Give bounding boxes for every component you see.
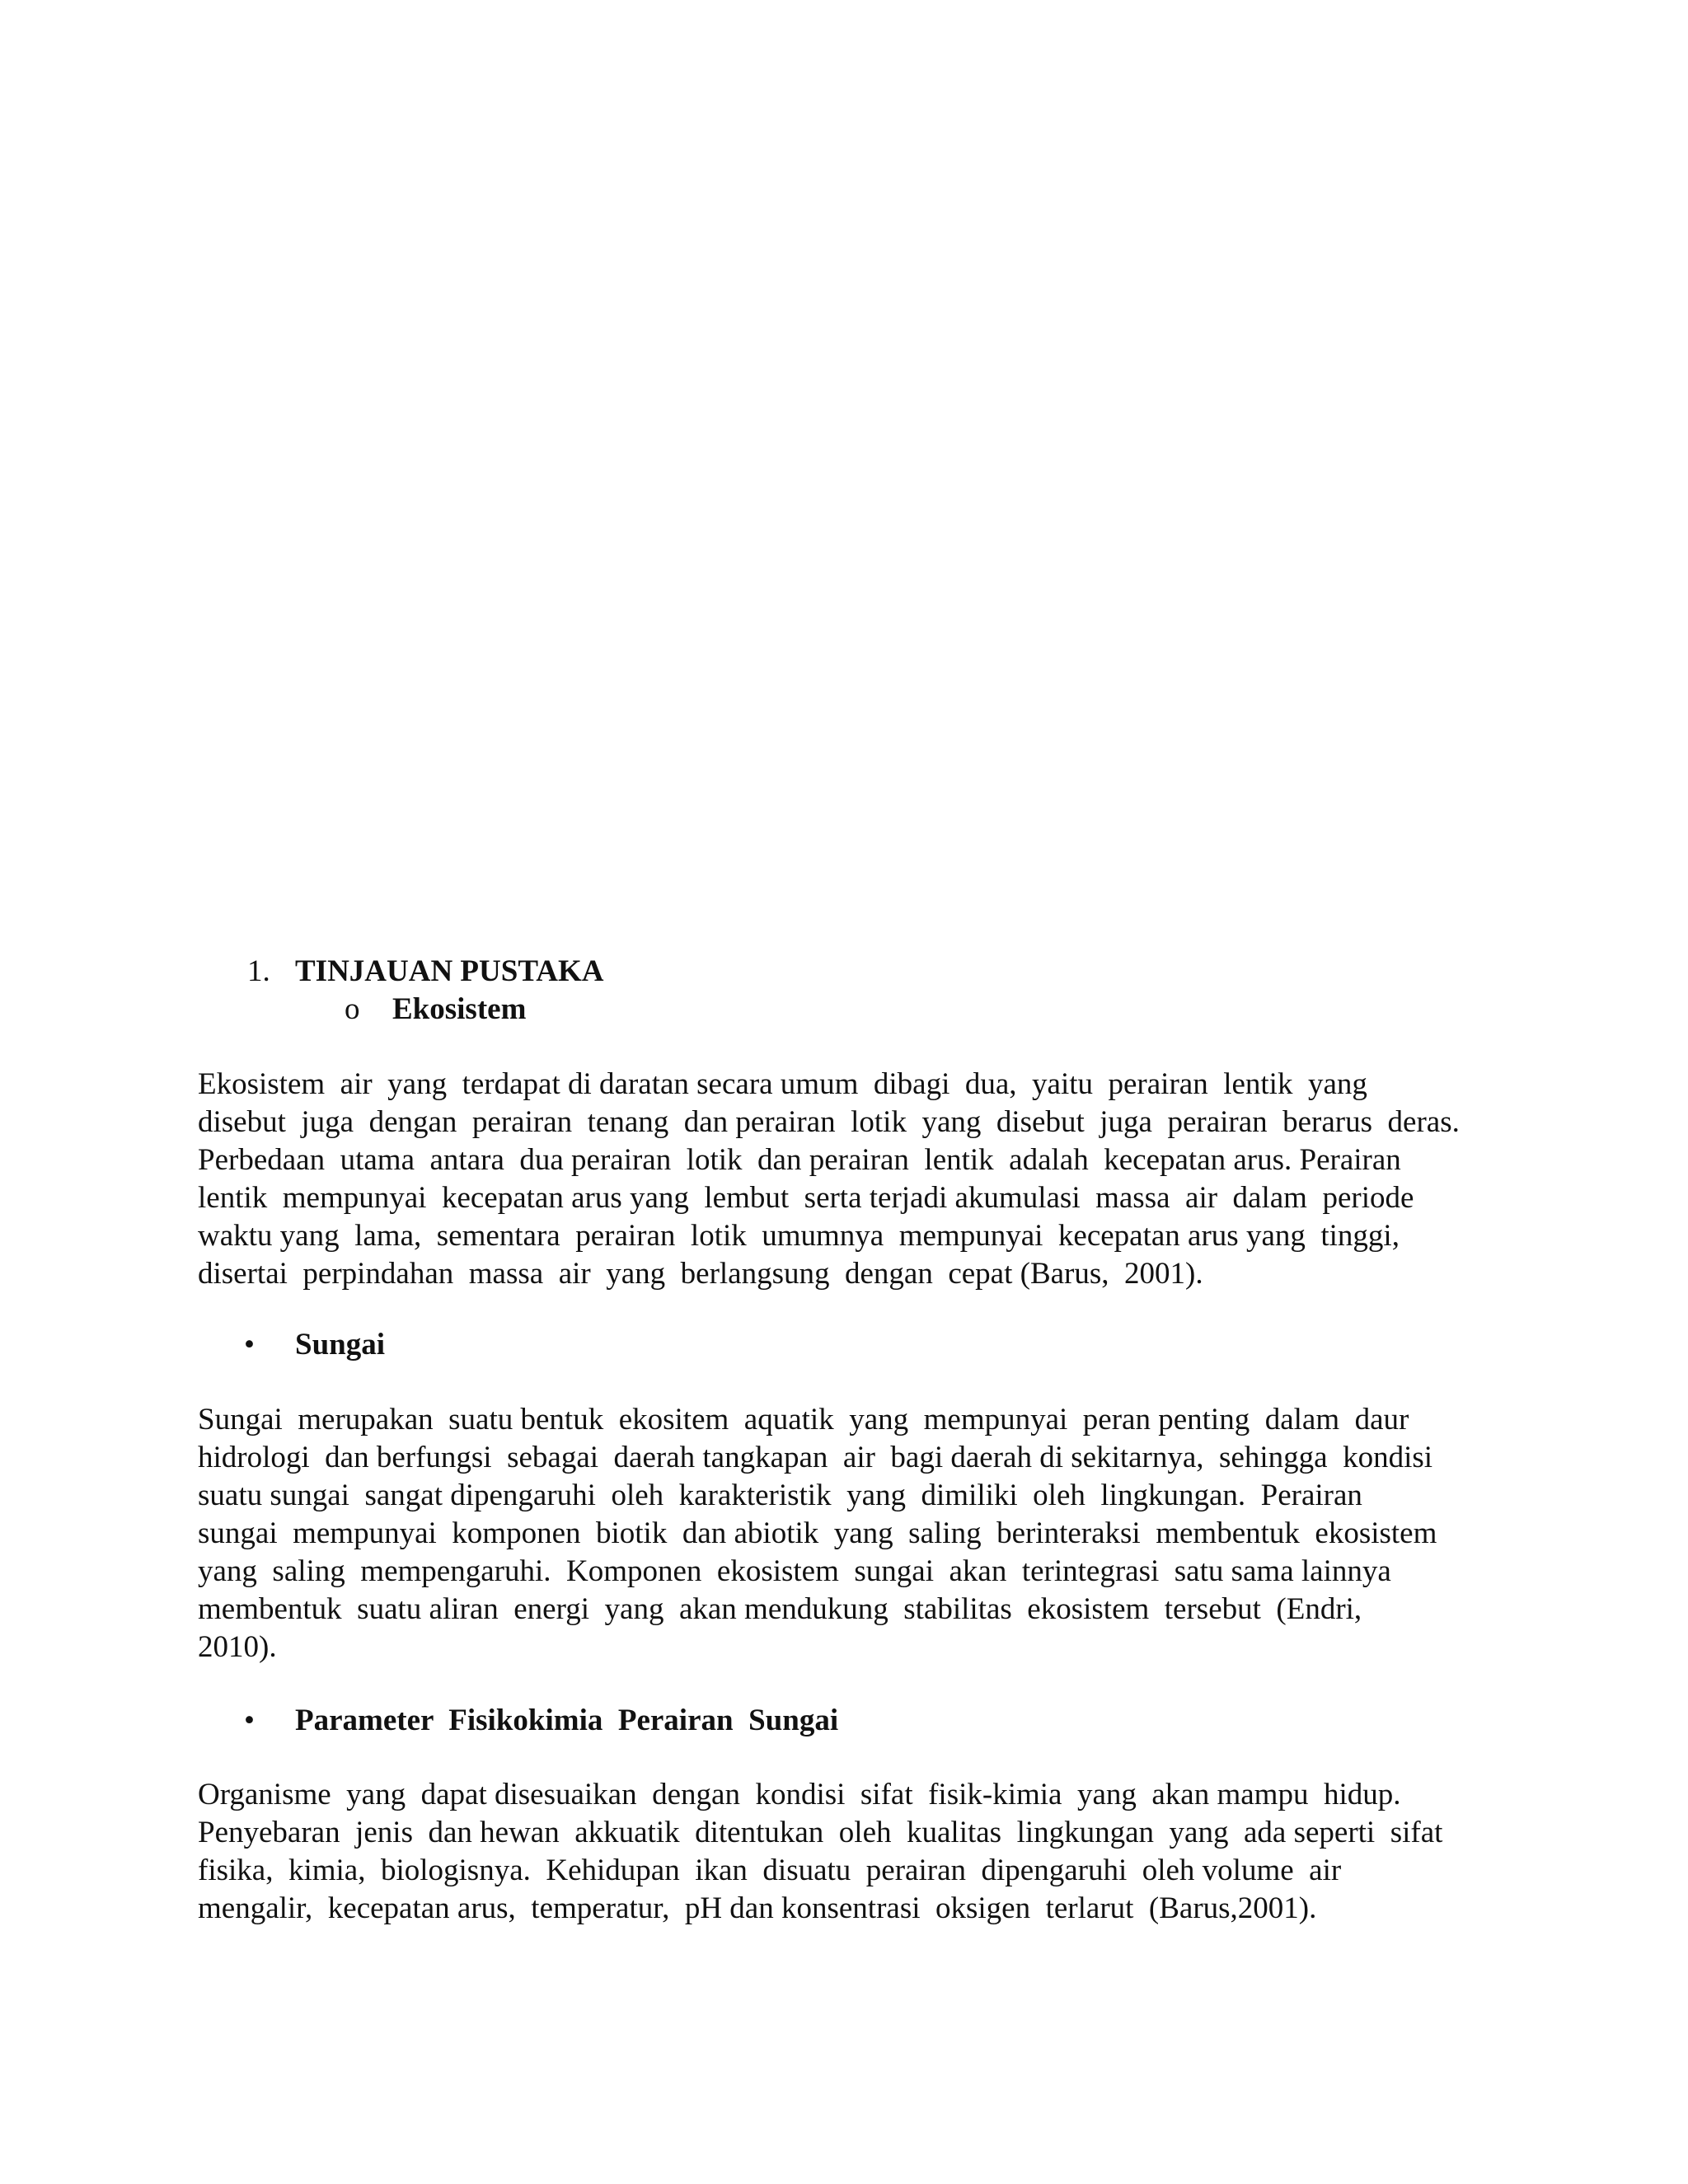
subheading-parameter: Parameter Fisikokimia Perairan Sungai: [295, 1704, 839, 1737]
section-title: TINJAUAN PUSTAKA: [295, 954, 604, 988]
paragraph-ekosistem: [198, 1066, 1484, 1293]
section-number: 1.: [247, 954, 270, 988]
paragraph-line: waktu yang lama, sementara perairan lotik umumnya mempunyai kecepatan arus yang tinggi,: [198, 1219, 1400, 1253]
paragraph-parameter: [198, 1776, 1484, 1928]
paragraph-line: hidrologi dan berfungsi sebagai daerah tangkapan air bagi daerah di sekitarnya, sehingga kondisi: [198, 1441, 1433, 1474]
paragraph-line: mengalir, kecepatan arus, temperatur, pH dan konsentrasi oksigen terlarut (Barus,2001).: [198, 1891, 1317, 1925]
paragraph-line: disebut juga dengan perairan tenang dan perairan lotik yang disebut juga perairan berarus deras.: [198, 1105, 1460, 1139]
bullet-icon: •: [244, 1704, 255, 1737]
paragraph-line: yang saling mempengaruhi. Komponen ekosistem sungai akan terintegrasi satu sama lainnya: [198, 1554, 1391, 1588]
paragraph-line: Organisme yang dapat disesuaikan dengan kondisi sifat fisik-kimia yang akan mampu hidup.: [198, 1778, 1401, 1811]
paragraph-line: Sungai merupakan suatu bentuk ekositem aquatik yang mempunyai peran penting dalam daur: [198, 1403, 1409, 1436]
paragraph-line: Ekosistem air yang terdapat di daratan secara umum dibagi dua, yaitu perairan lentik yang: [198, 1067, 1367, 1101]
paragraph-line: lentik mempunyai kecepatan arus yang lembut serta terjadi akumulasi massa air dalam periode: [198, 1181, 1414, 1215]
paragraph-line: sungai mempunyai komponen biotik dan abiotik yang saling berinteraksi membentuk ekosistem: [198, 1516, 1437, 1550]
paragraph-sungai: [198, 1401, 1484, 1666]
subheading-sungai: Sungai: [295, 1328, 386, 1361]
bullet-icon: •: [244, 1328, 255, 1361]
subheading-marker-ekosistem: o: [345, 992, 360, 1026]
subheading-ekosistem: Ekosistem: [392, 992, 527, 1026]
paragraph-line: 2010).: [198, 1630, 277, 1664]
paragraph-line: Penyebaran jenis dan hewan akkuatik ditentukan oleh kualitas lingkungan yang ada seperti sifat: [198, 1816, 1443, 1849]
paragraph-line: Perbedaan utama antara dua perairan lotik dan perairan lentik adalah kecepatan arus. Perairan: [198, 1143, 1401, 1177]
paragraph-line: fisika, kimia, biologisnya. Kehidupan ikan disuatu perairan dipengaruhi oleh volume air: [198, 1854, 1342, 1887]
paragraph-line: disertai perpindahan massa air yang berlangsung dengan cepat (Barus, 2001).: [198, 1257, 1203, 1291]
paragraph-line: membentuk suatu aliran energi yang akan mendukung stabilitas ekosistem tersebut (Endri,: [198, 1592, 1362, 1626]
paragraph-line: suatu sungai sangat dipengaruhi oleh karakteristik yang dimiliki oleh lingkungan. Perairan: [198, 1479, 1362, 1512]
